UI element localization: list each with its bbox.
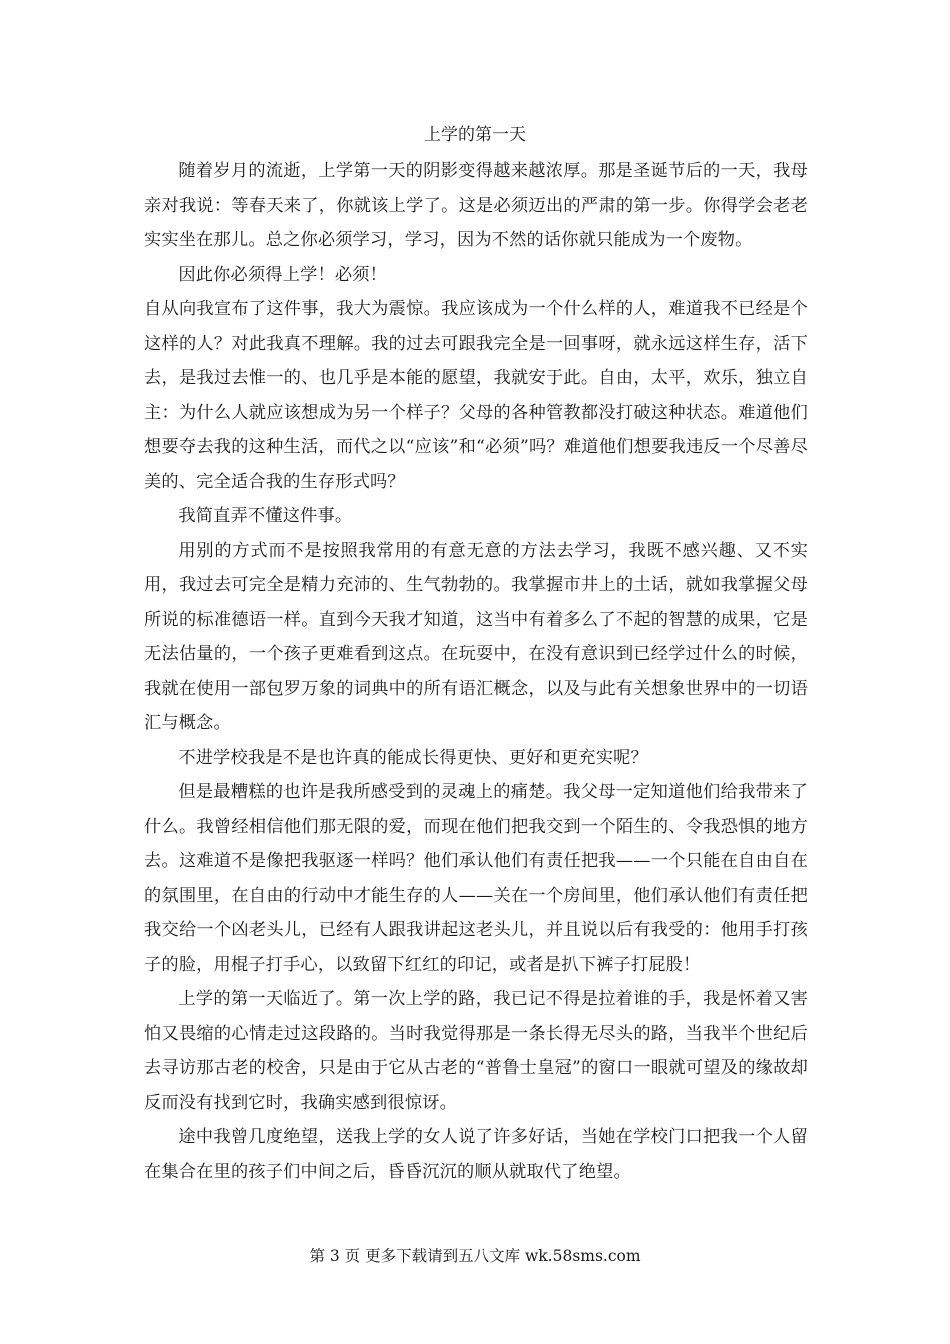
paragraph-7: 但是最糟糕的也许是我所感受到的灵魂上的痛楚。我父母一定知道他们给我带来了什么。我曾经相信他们那无限的爱，而现在他们把我交到一个陌生的、令我恐惧的地方去。这难道不是像把我驱逐一样吗？他们承认他们有责任把我——一个只能在自由自在的氛围里，在自由的行动中才能生存的人——关在一个房间里，他们承认他们有责任把我交给一个凶老头儿，已经有人跟我讲起这老头儿，并且说以后有我受的：他用手打孩子的脸，用棍子打手心，以致留下红红的印记，或者是扒下裤子打屁股！ xyxy=(144,782,808,975)
paragraph-5: 用别的方式而不是按照我常用的有意无意的方法去学习，我既不感兴趣、又不实用，我过去可完全是精力充沛的、生气勃勃的。我掌握市井上的土话，就如我掌握父母所说的标准德语一样。直到今天我才知道，这当中有着多么了不起的智慧的成果，它是无法估量的，一个孩子更难看到这点。在玩耍中，在没有意识到已经学过什么的时候，我就在使用一部包罗万象的词典中的所有语汇概念，以及与此有关想象世界中的一切语汇与概念。 xyxy=(144,540,808,733)
document-title: 上学的第一天 xyxy=(424,125,526,145)
paragraph-9: 途中我曾几度绝望，送我上学的女人说了许多好话，当她在学校门口把我一个人留在集合在里的孩子们中间之后，昏昏沉沉的顺从就取代了绝望。 xyxy=(144,1127,808,1182)
paragraph-1: 随着岁月的流逝，上学第一天的阴影变得越来越浓厚。那是圣诞节后的一天，我母亲对我说：等春天来了，你就该上学了。这是必须迈出的严肃的第一步。你得学会老老实实坐在那儿。总之你必须学习，学习，因为不然的话你就只能成为一个废物。 xyxy=(144,161,808,250)
paragraph-3: 自从向我宣布了这件事，我大为震惊。我应该成为一个什么样的人，难道我不已经是个这样的人？对此我真不理解。我的过去可跟我完全是一回事呀，就永远这样生存，活下去，是我过去惟一的、也几乎是本能的愿望，我就安于此。自由，太平，欢乐，独立自主：为什么人就应该想成为另一个样子？父母的各种管教都没打破这种状态。难道他们想要夺去我的这种生活，而代之以“应该”和“必须”吗？难道他们想要我违反一个尽善尽美的、完全适合我的生存形式吗？ xyxy=(144,299,808,492)
document-body xyxy=(144,154,808,1189)
paragraph-8: 上学的第一天临近了。第一次上学的路，我已记不得是拉着谁的手，我是怀着又害怕又畏缩的心情走过这段路的。当时我觉得那是一条长得无尽头的路，当我半个世纪后去寻访那古老的校舍，只是由于它从古老的“普鲁士皇冠”的窗口一眼就可望及的缘故却反而没有找到它时，我确实感到很惊讶。 xyxy=(144,989,808,1113)
paragraph-6: 不进学校我是不是也许真的能成长得更快、更好和更充实呢？ xyxy=(178,747,648,768)
page-footer: 第 3 页 更多下载请到五八文库 wk.58sms.com xyxy=(309,1247,641,1265)
paragraph-4: 我简直弄不懂这件事。 xyxy=(178,506,353,526)
paragraph-2: 因此你必须得上学！必须！ xyxy=(178,264,388,285)
